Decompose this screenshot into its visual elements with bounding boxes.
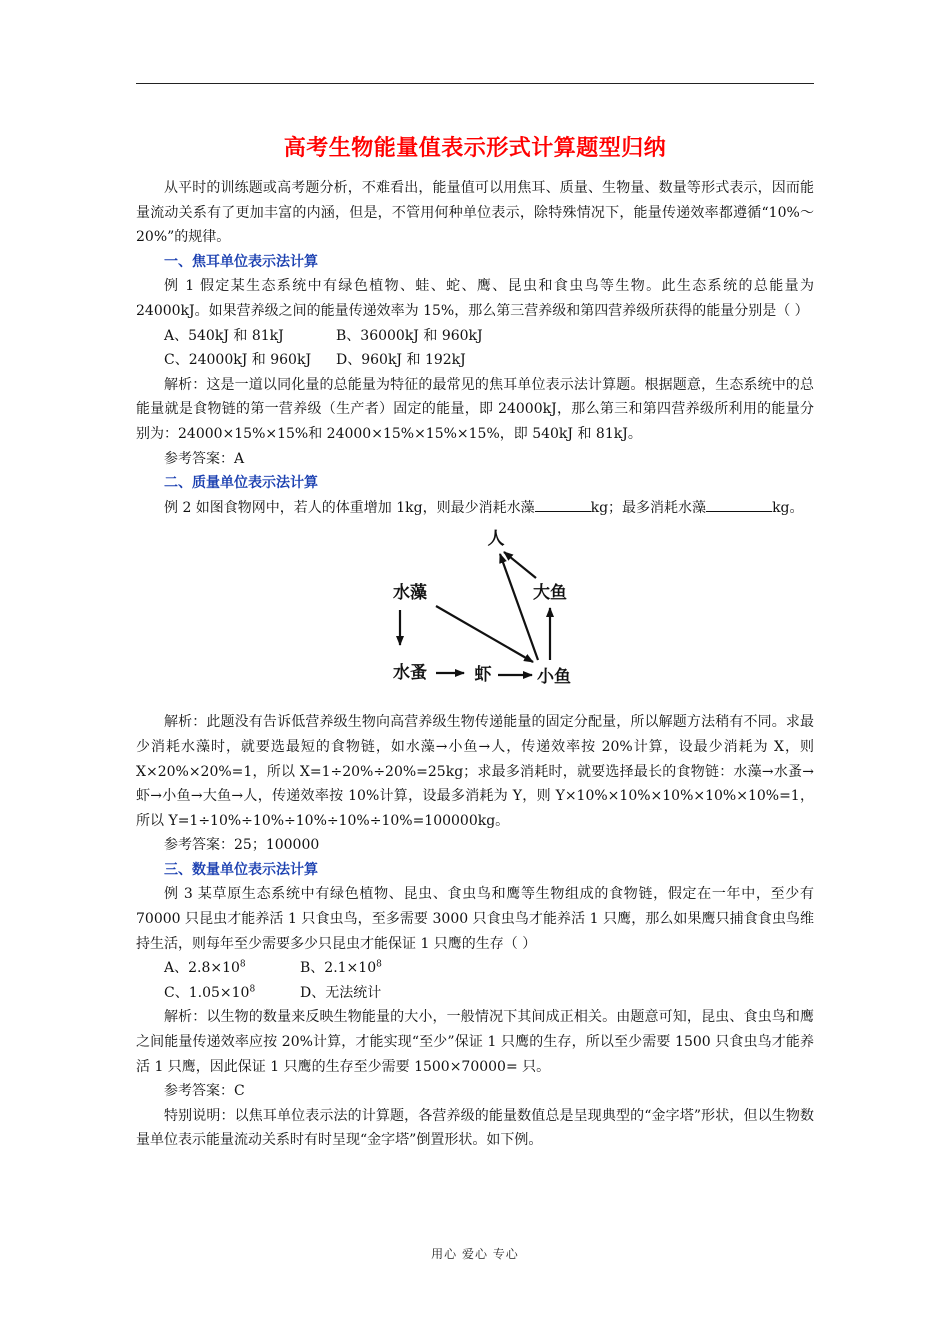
example1-analysis: 解析：这是一道以同化量的总能量为特征的最常见的焦耳单位表示法计算题。根据题意，生态系统中的总能量就是食物链的第一营养级（生产者）固定的能量，即 24000kJ，那么第三和第四营养级所利用的能量分别为：24000×15%×15%和 24000×15%×15%×15%，即 540kJ 和 81kJ。 [136,376,814,442]
arrow-algae-smallfish [436,606,533,662]
food-web-svg [136,520,814,710]
section2-heading: 二、质量单位表示法计算 [164,475,318,492]
example3-options-row1 [136,956,814,981]
example1-answer: 参考答案：A [164,450,245,467]
node-flea: 水蚤 [393,663,427,684]
header-rule [136,83,814,84]
document-title: 高考生物能量值表示形式计算题型归纳 [283,136,667,161]
example2-question-part3: kg。 [772,499,804,516]
example2-question-part1: 例 2 如图食物网中，若人的体重增加 1kg，则最少消耗水藻 [164,499,535,516]
option-b: B、$2.1\times 10^8$ [300,959,382,977]
special-note: 特别说明：以焦耳单位表示法的计算题，各营养级的能量数值总是呈现典型的“金字塔”形状，但以生物数量单位表示能量流动关系时有时呈现“金字塔”倒置形状。如下例。 [136,1107,814,1149]
arrow-bigfish-person [504,552,536,578]
option-d: D、960kJ 和 192kJ [336,352,466,369]
intro-paragraph: 从平时的训练题或高考题分析，不难看出，能量值可以用焦耳、质量、生物量、数量等形式表示，因而能量流动关系有了更加丰富的内涵，但是，不管用何种单位表示，除特殊情况下，能量传递效率都遵循“10%～20%”的规律。 [136,180,814,246]
food-web-diagram [136,520,814,710]
example2-answer: 参考答案：25；100000 [164,837,320,854]
example2-analysis: 解析：此题没有告诉低营养级生物向高营养级生物传递能量的固定分配量，所以解题方法稍有不同。求最少消耗水藻时，就要选最短的食物链，如水藻→小鱼→人，传递效率按 20%计算，设最少消耗为 X，则 X×20%×20%=1，所以 X=1÷20%÷20%=25kg；求最多消耗时，就要选择最长的食物链：水藻→水蚤→虾→小鱼→大鱼→人，传递效率按 10%计算，设最多消耗为 Y，则 Y×10%×10%×10%×10%×10%=1，所以 Y=1÷10%÷10%÷10%÷10%÷10%=100000kg。 [136,714,814,829]
example1-options-row2 [136,348,814,373]
example3-answer: 参考答案：C [164,1083,245,1100]
example1-options-row1 [136,324,814,349]
option-c: C、24000kJ 和 960kJ [164,352,312,369]
example3-options-row2 [136,981,814,1006]
option-c: C、$1.05\times 10^8$ [164,984,256,1001]
example3-question: 例 3 某草原生态系统中有绿色植物、昆虫、食虫鸟和鹰等生物组成的食物链，假定在一年中，至少有 70000 只昆虫才能养活 1 只食虫鸟，至多需要 3000 只食虫鸟才能养活 1 只鹰，那么如果鹰只捕食食虫鸟维持生活，则每年至少需要多少只昆虫才能保证 1 只鹰的生存（ ） [136,886,814,952]
page-footer: 用心 爱心 专心 [431,1247,519,1261]
node-person: 人 [487,529,505,550]
example1-question: 例 1 假定某生态系统中有绿色植物、蛙、蛇、鹰、昆虫和食虫鸟等生物。此生态系统的总能量为 24000kJ。如果营养级之间的能量传递效率为 15%，那么第三营养级和第四营养级所获得的能量分别是（ ） [136,278,814,319]
node-shrimp: 虾 [474,665,492,686]
example3-analysis: 解析：以生物的数量来反映生物能量的大小，一般情况下其间成正相关。由题意可知，昆虫、食虫鸟和鹰之间能量传递效率应按 20%计算，才能实现“至少”保证 1 只鹰的生存，所以至少需要 1500 只食虫鸟才能养活 1 只鹰，因此保证 1 只鹰的生存至少需要 1500×70000= 只。 [136,1009,814,1075]
section1-heading: 一、焦耳单位表示法计算 [164,253,318,270]
node-algae: 水藻 [393,583,427,604]
option-a: A、540kJ 和 81kJ [164,327,284,344]
option-a: A、$2.8\times 10^8$ [164,959,246,977]
option-b: B、36000kJ 和 960kJ [336,327,483,344]
example2-question [136,496,814,521]
arrow-smallfish-person [500,554,538,660]
example2-question-part2: kg；最多消耗水藻 [590,499,707,516]
section3-heading: 三、数量单位表示法计算 [164,861,318,878]
option-d: D、无法统计 [300,984,382,1001]
document-body [136,176,814,1153]
node-big-fish: 大鱼 [533,583,567,604]
answer-blank-max [706,497,772,512]
answer-blank-min [535,497,591,512]
node-small-fish: 小鱼 [537,667,571,688]
